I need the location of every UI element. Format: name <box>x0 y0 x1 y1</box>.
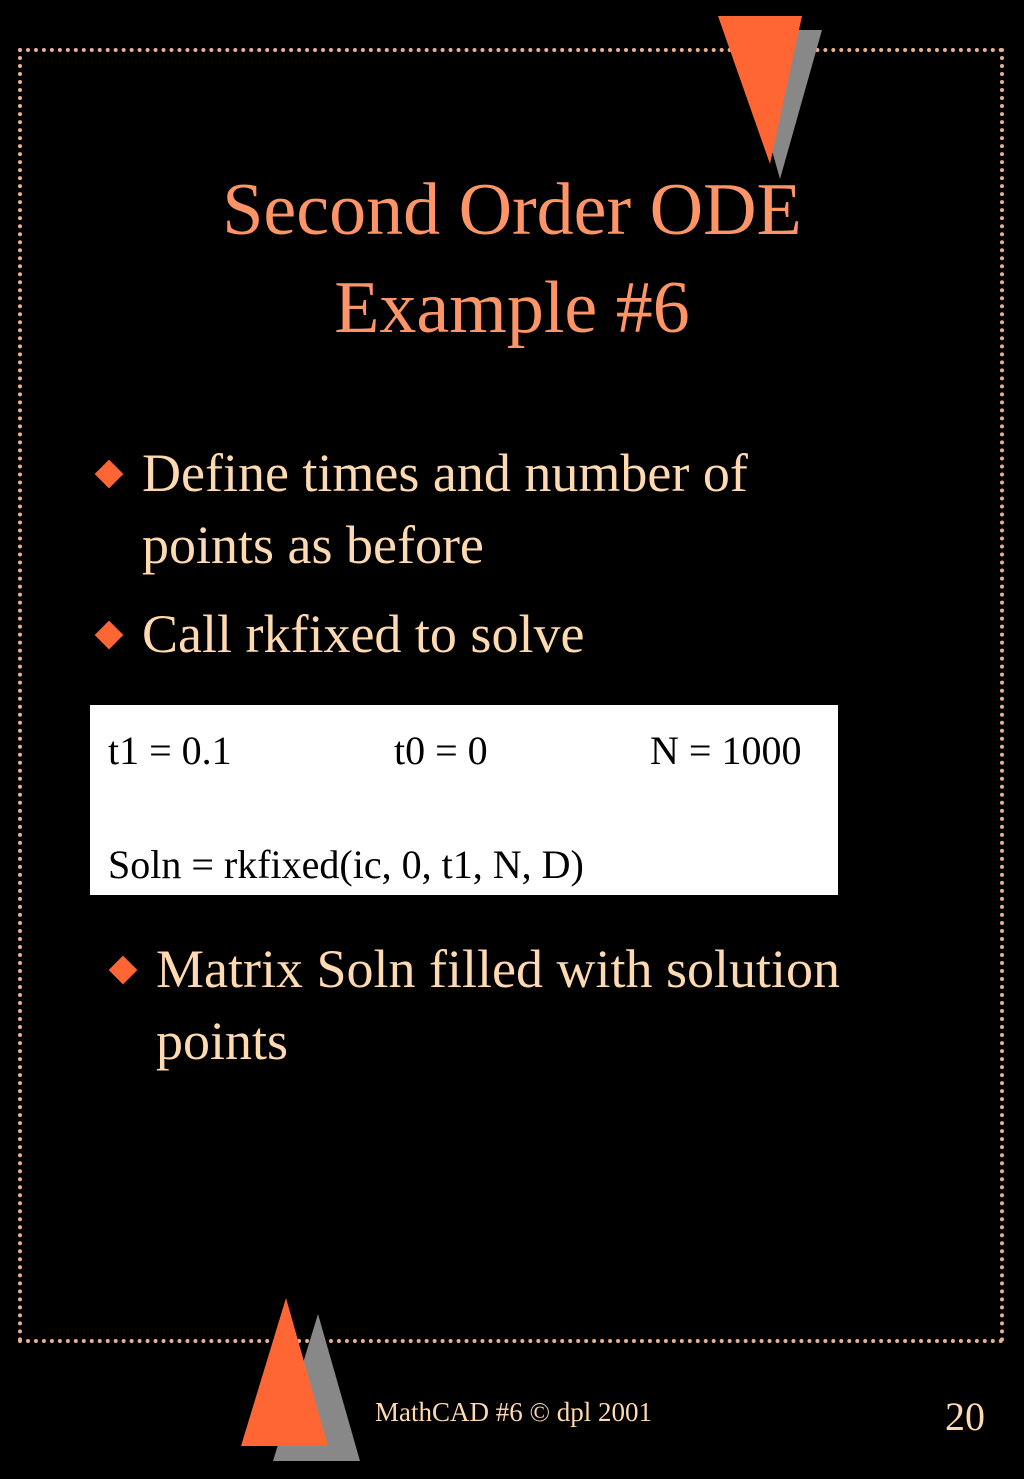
diamond-bullet-icon <box>95 460 124 489</box>
bottom-triangle-decoration <box>238 1296 363 1466</box>
bullet-text: points <box>156 1011 289 1071</box>
bullet-text: Define times and number of <box>142 443 748 503</box>
top-triangle-decoration <box>710 14 830 184</box>
slide-title-line-1: Second Order ODE <box>222 169 802 251</box>
diamond-bullet-icon <box>95 621 124 650</box>
page-number: 20 <box>945 1394 985 1439</box>
n-definition: N = 1000 <box>650 728 802 773</box>
bullet-call-rkfixed <box>96 598 896 670</box>
mathcad-expression-box <box>90 705 838 895</box>
slide-title-line-2: Example #6 <box>334 267 690 349</box>
diamond-bullet-icon <box>109 956 138 985</box>
bullet-text: Matrix Soln filled with solution <box>156 939 840 999</box>
bullet-text: Call rkfixed to solve <box>142 604 585 664</box>
bullet-matrix-soln <box>110 933 990 1083</box>
bullet-define-times <box>96 437 896 587</box>
t0-definition: t0 = 0 <box>394 728 488 773</box>
bullet-text: points as before <box>142 515 484 575</box>
soln-definition: Soln = rkfixed(ic, 0, t1, N, D) <box>108 842 584 887</box>
footer-text: MathCAD #6 © dpl 2001 <box>375 1397 653 1427</box>
t1-definition: t1 = 0.1 <box>108 728 232 773</box>
